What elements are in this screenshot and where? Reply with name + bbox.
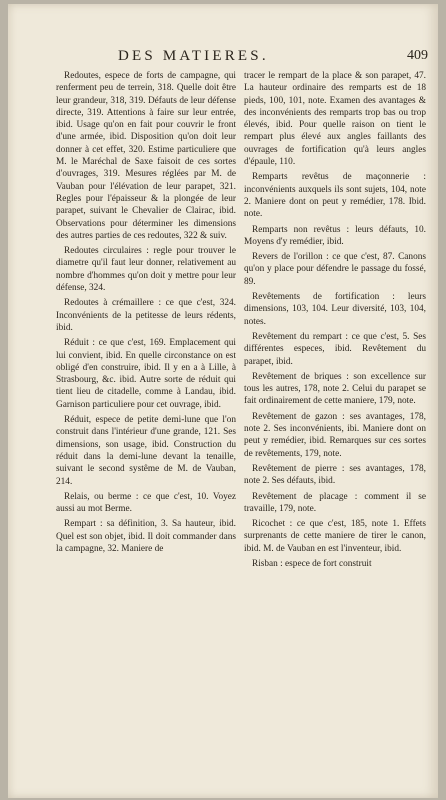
index-entry: Revêtements de fortification : leurs dimensions, 103, 104. Leur diversité, 103, 104, notes. (244, 292, 426, 327)
book-page (8, 4, 438, 798)
index-entry: Remparts non revêtus : leurs défauts, 10. Moyens d'y remédier, ibid. (244, 224, 426, 247)
index-entry: Revêtement du rempart : ce que c'est, 5. Ses différentes especes, ibid. Revêtement du parapet, ibid. (244, 331, 426, 367)
index-entry: tracer le rempart de la place & son parapet, 47. La hauteur ordinaire des remparts est de 18 pieds, 100, 101, note. Examen des avantages & des inconvénients des remparts trop bas ou trop élevés, ibid. Pour quelle raison on tient le rempart plus élevé aux angles faillants des ouvrages de fortification qu'à leurs angles d'épaule, 110. (244, 71, 426, 168)
index-entry: Réduit, espece de petite demi-lune que l'on construit dans l'intérieur d'une grande, 121. Ses dimensions, son usage, ibid. Construction du réduit dans la demi-lune devant la tenaille, suivant le second systême de M. de Vauban, 214. (56, 415, 236, 487)
page-number: 409 (407, 48, 428, 63)
index-entry: Rempart : sa définition, 3. Sa hauteur, ibid. Quel est son objet, ibid. Il doit commander dans la campagne, 32. Maniere de (56, 519, 236, 554)
index-entry: Risban : espece de fort construit (252, 558, 372, 569)
index-entry: Revêtement de pierre : ses avantages, 178, note 2. Ses défauts, ibid. (244, 463, 426, 487)
index-entry: Revêtement de gazon : ses avantages, 178, note 2. Ses inconvénients, ibi. Maniere dont on peut y remédier, ibid. Remarques sur ces sortes de revêtements, 179, note. (244, 411, 426, 459)
index-column-left (56, 70, 236, 558)
index-entry: Remparts revêtus de maçonnerie : inconvénients auxquels ils sont sujets, 104, note 2. Maniere dont on peut y remédier, 178. Ibid. note. (244, 172, 426, 220)
index-entry: Ricochet : ce que c'est, 185, note 1. Effets surprenants de cette maniere de tirer le canon, ibid. M. de Vauban en est l'inventeur, ibid. (244, 519, 426, 554)
running-title: DES MATIERES. (118, 48, 269, 64)
index-entry: Revêtement de briques : son excellence sur tous les autres, 178, note 2. Celui du parapet se fait ordinairement de cette maniere, 179, note. (244, 371, 426, 407)
index-entry: Redoutes à crémaillere : ce que c'est, 324. Inconvénients de la petitesse de leurs rédents, ibid. (56, 298, 236, 333)
index-entry: Revêtement de placage : comment il se travaille, 179, note. (244, 491, 426, 514)
index-column-right (244, 70, 426, 573)
index-entry: Redoutes, espece de forts de campagne, qui renferment peu de terrein, 318. Quelle doit être leur grandeur, 318, 319. Défauts de leur défense directe, 319. Attentions à faire sur leur entrée, ibid. Usage qu'on en fait pour couvrir le front d'une armée, ibid. Disposition qu'on doit leur donner à cet effet, 320. Estime particuliere que M. le Maréchal de Saxe faisoit de ces sortes d'ouvrages, 319. Mesures réglées par M. de Vauban pour l'élévation de leur parapet, 321. Regles pour l'épaisseur & la plongée de leur parapet, suivant le Chevalier de Clairac, ibid. Observations pour déterminer les dimensions des autres parties de ces redoutes, 322 & suiv. (56, 71, 236, 241)
page-header (8, 48, 438, 70)
index-entry: Réduit : ce que c'est, 169. Emplacement qui lui convient, ibid. En quelle circonstance on est obligé d'en construire, ibid. Il y en a à Lille, à Strasbourg, &c. ibid. Autre sorte de réduit qui tient lieu de citadelle, comme à Landau, ibid. Garnison particuliere pour cet ouvrage, ibid. (56, 338, 236, 410)
index-entry: Relais, ou berme : ce que c'est, 10. Voyez aussi au mot Berme. (56, 491, 236, 515)
index-entry: Revers de l'orillon : ce que c'est, 87. Canons qu'on y place pour défendre le passage du fossé, 89. (244, 252, 426, 287)
index-entry: Redoutes circulaires : regle pour trouver le diametre qu'il faut leur donner, relativement au nombre d'hommes qu'on doit y mettre pour leur défense, 324. (56, 246, 236, 294)
